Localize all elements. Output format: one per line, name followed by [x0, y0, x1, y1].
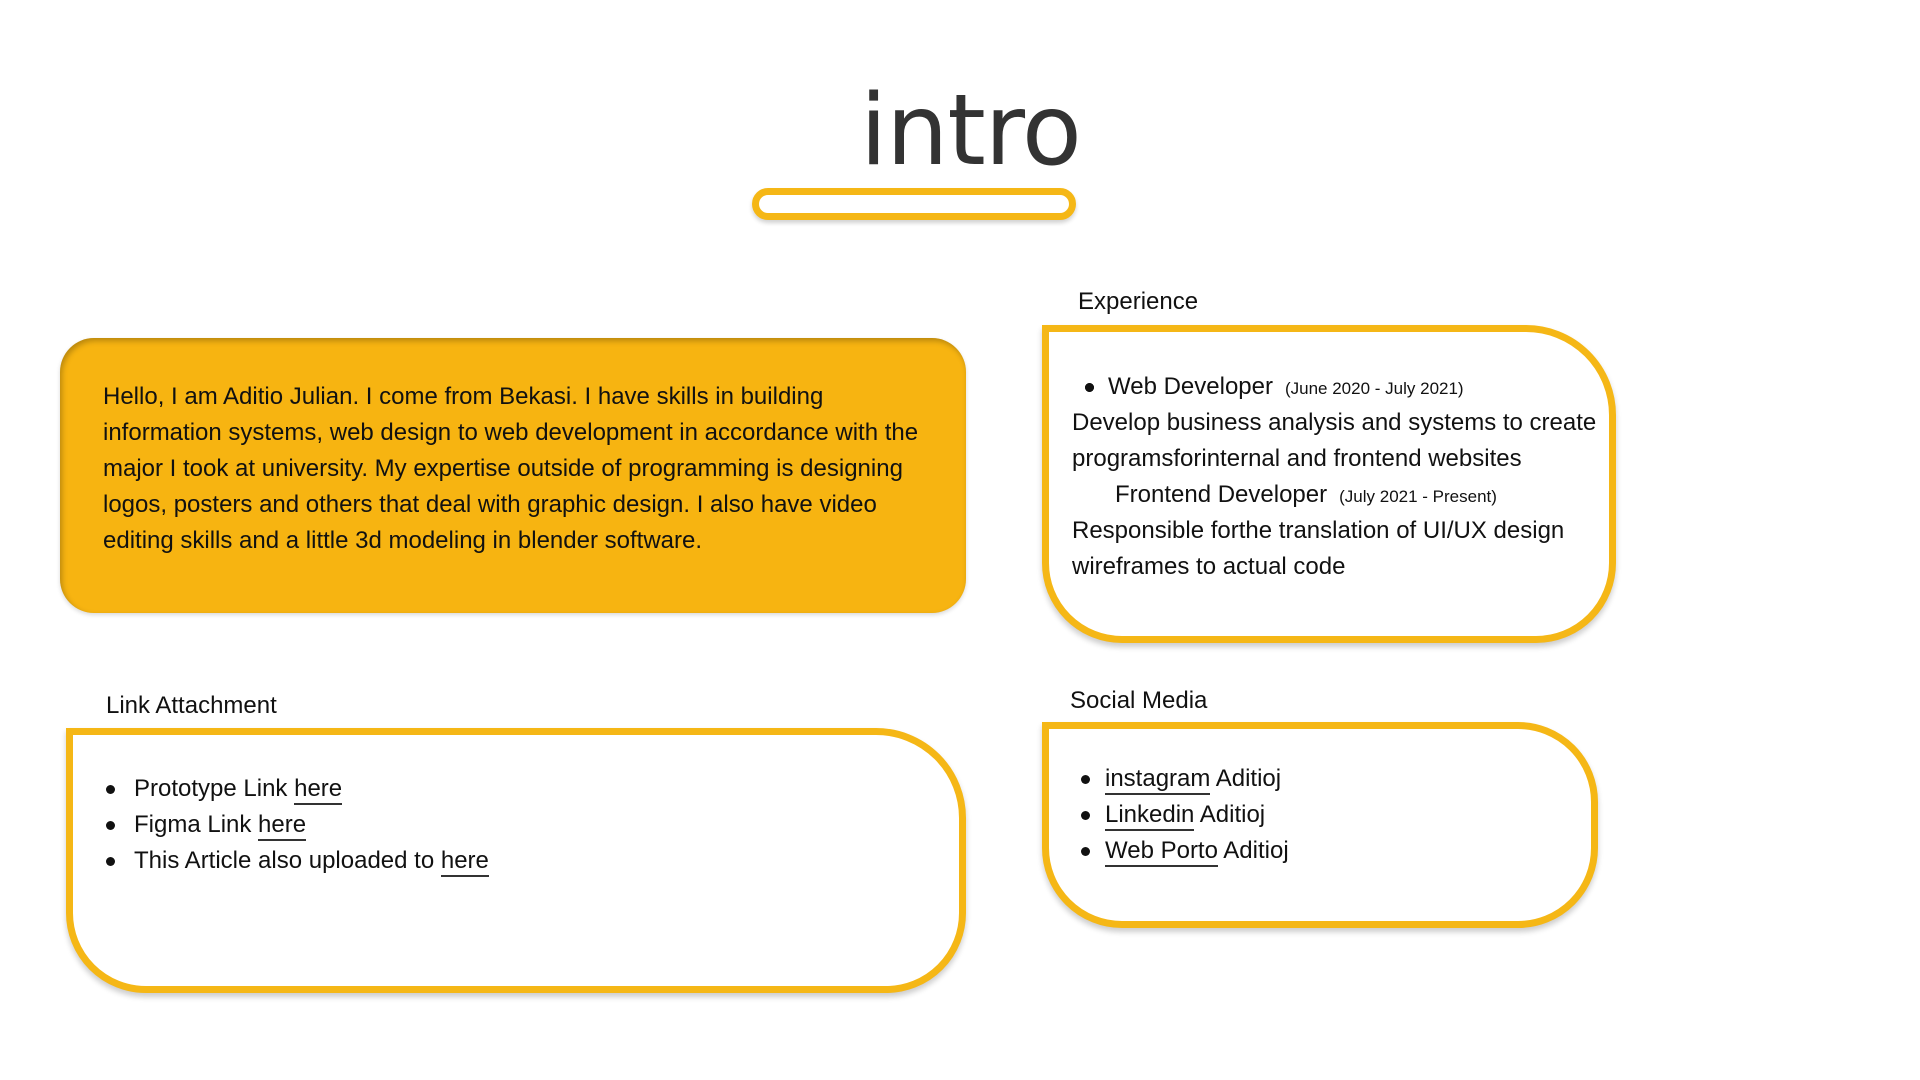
list-item [1079, 761, 1289, 797]
web-porto-link[interactable]: Web Porto [1105, 837, 1218, 867]
link-item-text: Prototype Link [134, 775, 295, 802]
experience-period: (June 2020 - July 2021) [1284, 379, 1464, 398]
experience-description: Develop business analysis and systems to create programsforinternal and frontend websites [1072, 409, 1597, 472]
list-item [103, 807, 489, 843]
list-item [103, 843, 489, 879]
experience-list [1072, 369, 1612, 585]
link-attachment-card [66, 728, 966, 993]
figma-link[interactable]: here [258, 811, 306, 841]
experience-item [1072, 369, 1612, 405]
experience-period: (July 2021 - Present) [1339, 487, 1497, 506]
experience-card [1042, 325, 1616, 643]
link-item-text: Figma Link [134, 811, 259, 838]
experience-role: Frontend Developer [1115, 481, 1328, 508]
experience-label: Experience [1078, 288, 1199, 315]
experience-description: Responsible forthe translation of UI/UX design wireframes to actual code [1072, 517, 1565, 580]
social-handle: Aditioj [1210, 765, 1282, 792]
social-handle: Aditioj [1217, 837, 1289, 864]
social-handle: Aditioj [1194, 801, 1266, 828]
link-list [103, 771, 489, 879]
social-media-label: Social Media [1070, 687, 1208, 714]
link-item-text: This Article also uploaded to [134, 847, 441, 874]
link-attachment-label: Link Attachment [106, 692, 277, 719]
article-link[interactable]: here [441, 847, 489, 877]
list-item [1079, 797, 1289, 833]
instagram-link[interactable]: instagram [1105, 765, 1210, 795]
social-list [1079, 761, 1289, 869]
experience-role: Web Developer [1108, 373, 1273, 400]
list-item [103, 771, 489, 807]
about-card [60, 338, 966, 613]
about-text: Hello, I am Aditio Julian. I come from Bekasi. I have skills in building information systems, web design to web development in accordance with the major I took at university. My expertise outside of programming is designing logos, posters and others that deal with graphic design. I also have video editing skills and a little 3d modeling in blender software. [103, 383, 919, 554]
prototype-link[interactable]: here [294, 775, 342, 805]
list-item [1079, 833, 1289, 869]
social-media-card [1042, 722, 1598, 928]
experience-item [1072, 477, 1612, 513]
title-underline-bar [752, 188, 1076, 220]
linkedin-link[interactable]: Linkedin [1105, 801, 1194, 831]
page-title: intro [860, 74, 1081, 188]
